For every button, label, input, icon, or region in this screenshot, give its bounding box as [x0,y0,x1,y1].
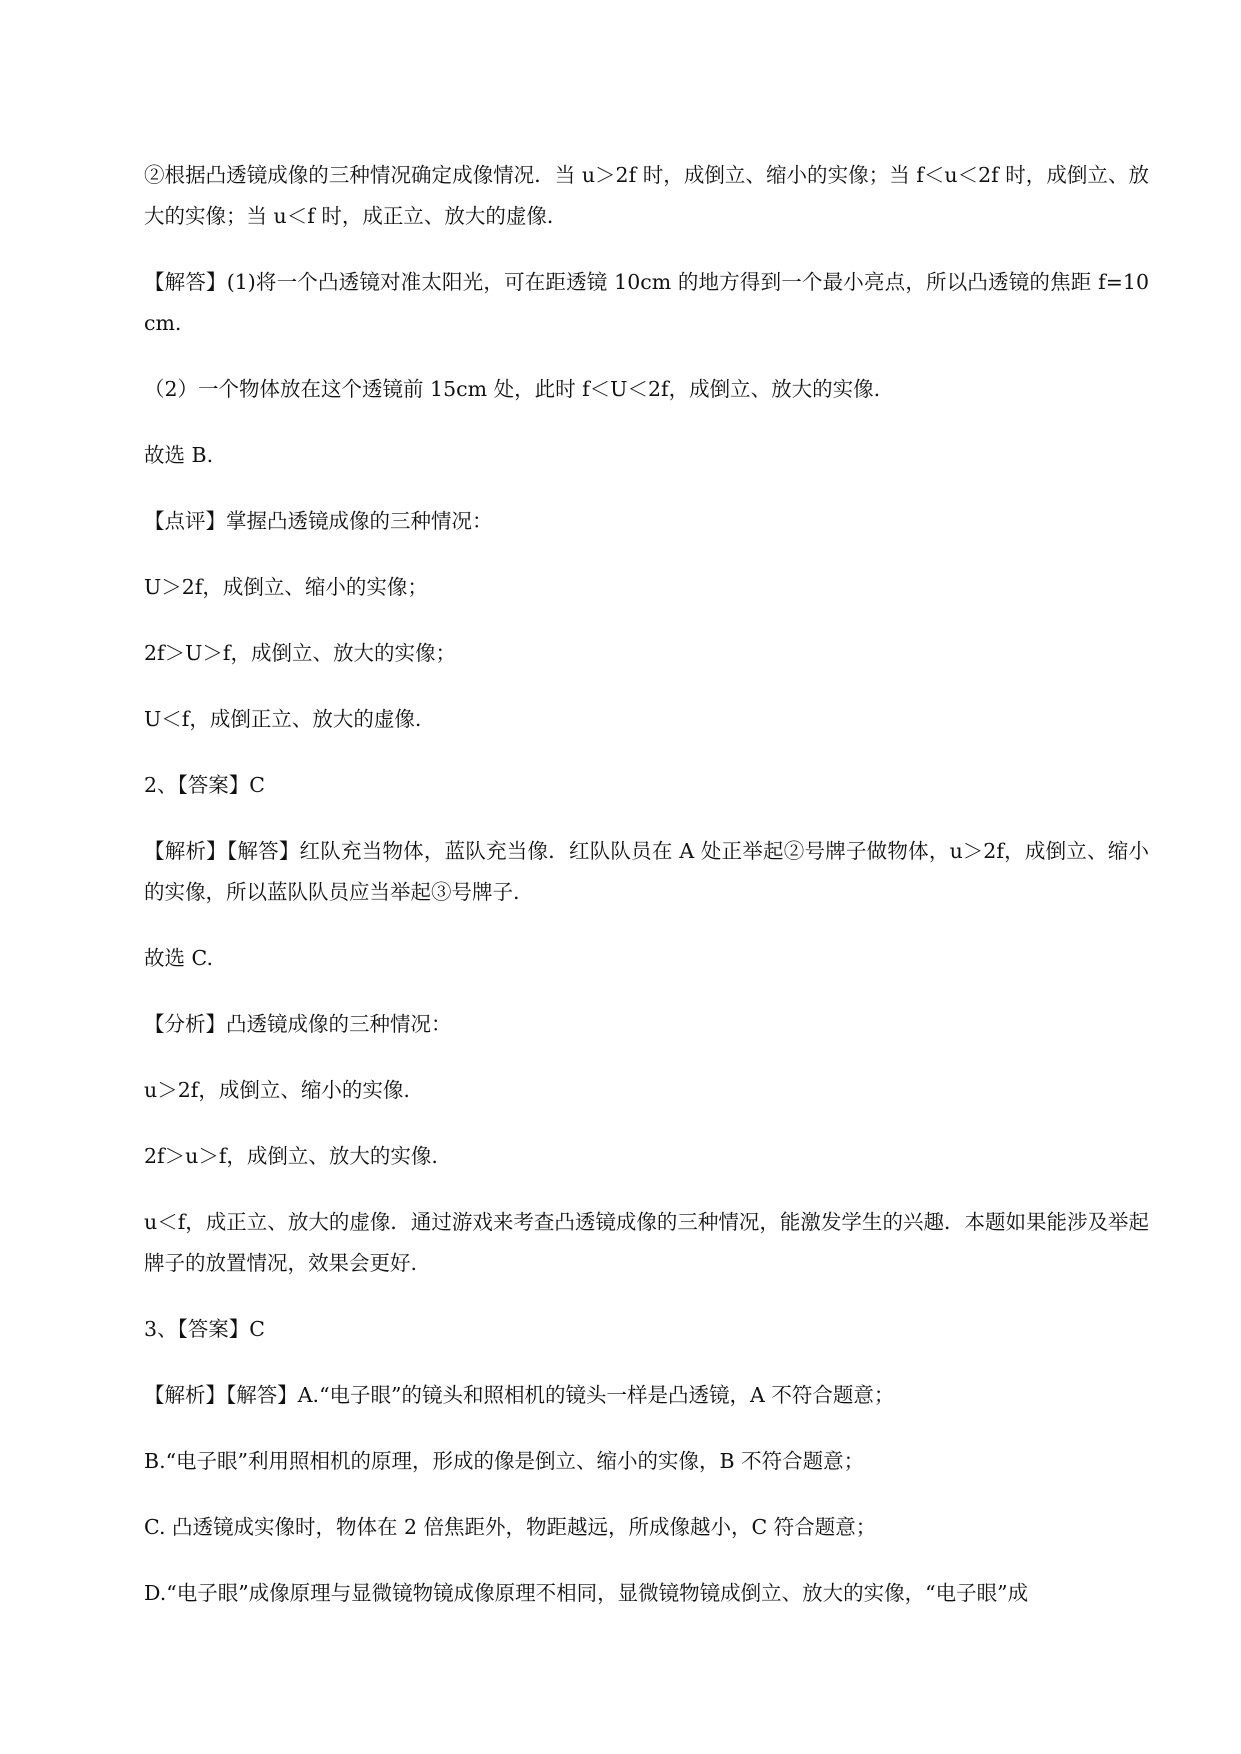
paragraph-comment-case-2: 2f＞U＞f，成倒立、放大的实像； [144,641,456,665]
paragraph-answer-2: 2、【答案】C [144,773,265,797]
paragraph-analysis-case-1: u＞2f，成倒立、缩小的实像. [144,1078,410,1102]
paragraph-analysis-case-3: u＜f，成正立、放大的虚像．通过游戏来考查凸透镜成像的三种情况，能激发学生的兴趣．本题如果能涉及举起牌子的放置情况，效果会更好. [144,1210,1149,1275]
paragraph-analysis-heading: 【分析】凸透镜成像的三种情况： [144,1012,452,1036]
paragraph-explanation-2: 【解析】【解答】红队充当物体，蓝队充当像．红队队员在 A 处正举起②号牌子做物体，u＞2f，成倒立、缩小的实像，所以蓝队队员应当举起③号牌子. [144,839,1149,904]
paragraph-choice-c: 故选 C. [144,946,213,970]
paragraph-explanation-3c: C. 凸透镜成实像时，物体在 2 倍焦距外，物距越远，所成像越小，C 符合题意； [144,1515,877,1539]
paragraph-explanation-3b: B.“电子眼”利用照相机的原理，形成的像是倒立、缩小的实像，B 不符合题意； [144,1449,865,1473]
paragraph-explanation-3a: 【解析】【解答】A.“电子眼”的镜头和照相机的镜头一样是凸透镜，A 不符合题意； [144,1383,895,1407]
paragraph-lens-three-cases: ②根据凸透镜成像的三种情况确定成像情况．当 u＞2f 时，成倒立、缩小的实像；当 f＜u＜2f 时，成倒立、放大的实像；当 u＜f 时，成正立、放大的虚像． [144,163,1149,228]
paragraph-choice-b: 故选 B. [144,443,214,467]
paragraph-solution-2: （2）一个物体放在这个透镜前 15cm 处，此时 f＜U＜2f，成倒立、放大的实像. [144,377,881,401]
paragraph-explanation-3d: D.“电子眼”成像原理与显微镜物镜成像原理不相同，显微镜物镜成倒立、放大的实像，“电子眼”成 [144,1581,1029,1605]
paragraph-analysis-case-2: 2f＞u＞f，成倒立、放大的实像. [144,1144,438,1168]
document-body [144,155,1149,1614]
paragraph-comment-case-3: U＜f，成倒正立、放大的虚像. [144,707,422,731]
paragraph-solution-1: 【解答】(1)将一个凸透镜对准太阳光，可在距透镜 10cm 的地方得到一个最小亮点，所以凸透镜的焦距 f=10cm. [144,270,1149,335]
paragraph-answer-3: 3、【答案】C [144,1317,265,1341]
paragraph-comment-heading: 【点评】掌握凸透镜成像的三种情况： [144,509,493,533]
paragraph-comment-case-1: U＞2f，成倒立、缩小的实像； [144,575,428,599]
